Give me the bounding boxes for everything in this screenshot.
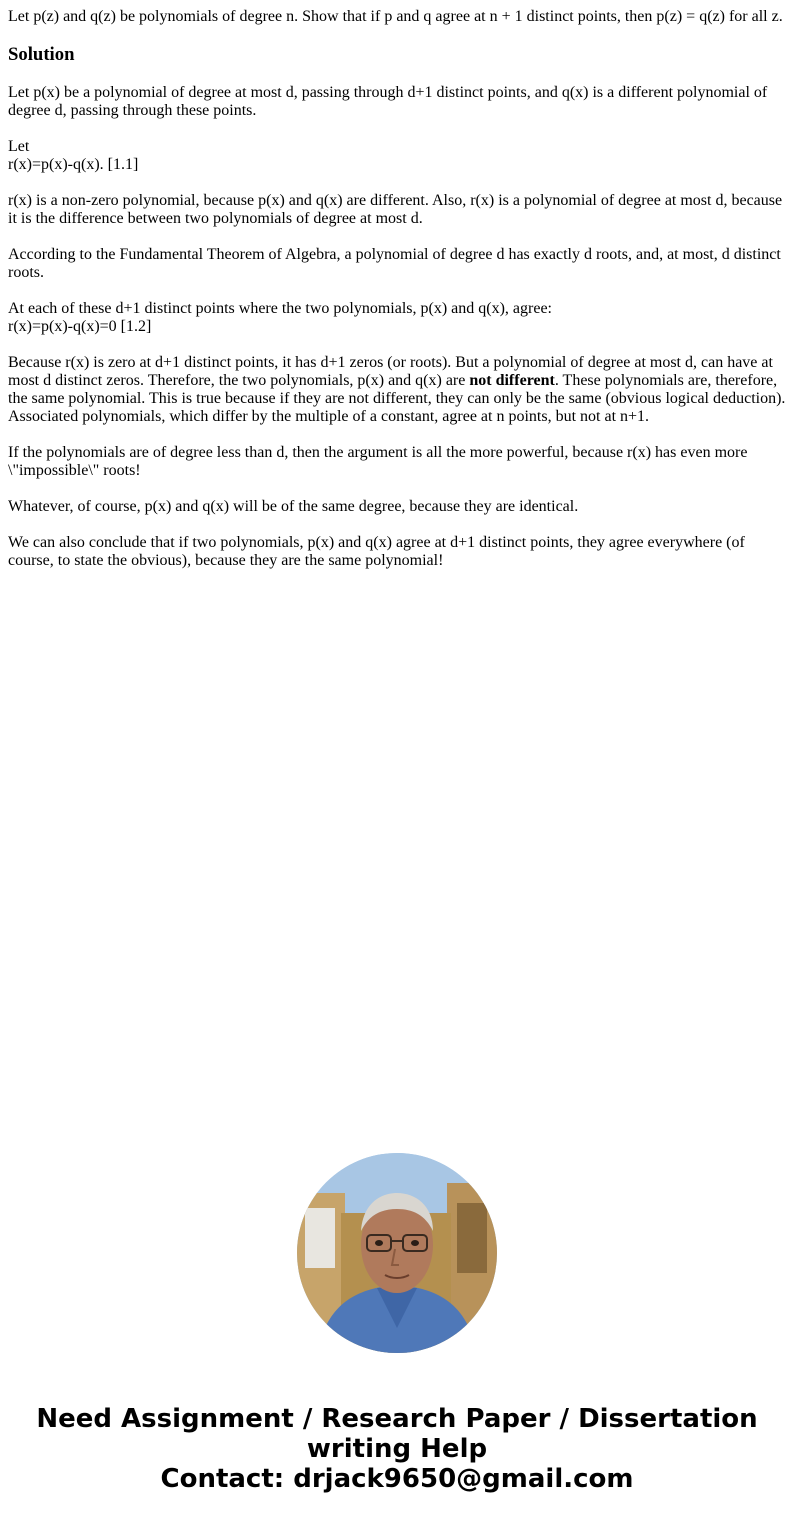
paragraph-2	[8, 138, 786, 174]
equation-1-1: r(x)=p(x)-q(x). [1.1]	[8, 156, 139, 173]
promo-line-2: writing Help	[306, 1434, 488, 1464]
promo-line-1: Need Assignment / Research Paper / Dissertation	[36, 1404, 758, 1434]
solution-heading: Solution	[8, 44, 75, 65]
paragraph-3: r(x) is a non-zero polynomial, because p(x) and q(x) are different. Also, r(x) is a polynomial of degree at most d, because it is the difference between two polynomials of degree at most d.	[8, 192, 783, 227]
paragraph-4: According to the Fundamental Theorem of Algebra, a polynomial of degree d has exactly d roots, and, at most, d distinct roots.	[8, 246, 781, 281]
emphasis-not-different: not different	[469, 372, 555, 389]
equation-1-2: r(x)=p(x)-q(x)=0 [1.2]	[8, 318, 152, 335]
paragraph-7: If the polynomials are of degree less than d, then the argument is all the more powerful, because r(x) has even more \"impossible\" roots!	[8, 444, 748, 479]
author-portrait-image	[297, 1153, 497, 1353]
paragraph-6-text-before: Because r(x) is zero at d+1 distinct points, it has d+1 zeros (or roots). But a polynomial of degree at most d, can have at most d distinct zeros. Therefore, the two polynomials, p(x) and q(x) are	[8, 354, 773, 389]
paragraph-5	[8, 300, 786, 336]
paragraph-6-text-after: . These polynomials are, therefore, the same polynomial. This is true because if they are not different, they can only be the same (obvious logical deduction). Associated polynomials, which differ by the multiple of a constant, agree at n points, but not at n+1.	[8, 372, 786, 425]
paragraph-2-line-1: Let	[8, 138, 30, 155]
question-text: Let p(z) and q(z) be polynomials of degree n. Show that if p and q agree at n + 1 distinct points, then p(z) = q(z) for all z.	[8, 8, 783, 25]
paragraph-5-line-1: At each of these d+1 distinct points where the two polynomials, p(x) and q(x), agree:	[8, 300, 552, 317]
promo-contact: Contact: drjack9650@gmail.com	[160, 1464, 634, 1494]
promo-banner	[0, 1404, 794, 1494]
paragraph-8: Whatever, of course, p(x) and q(x) will be of the same degree, because they are identical.	[8, 498, 579, 515]
article-content	[8, 8, 786, 588]
paragraph-1: Let p(x) be a polynomial of degree at most d, passing through d+1 distinct points, and q(x) is a different polynomial of degree d, passing through these points.	[8, 84, 768, 119]
paragraph-6	[8, 354, 786, 426]
paragraph-9: We can also conclude that if two polynomials, p(x) and q(x) agree at d+1 distinct points, they agree everywhere (of course, to state the obvious), because they are the same polynomial!	[8, 534, 745, 569]
author-avatar	[297, 1153, 497, 1353]
